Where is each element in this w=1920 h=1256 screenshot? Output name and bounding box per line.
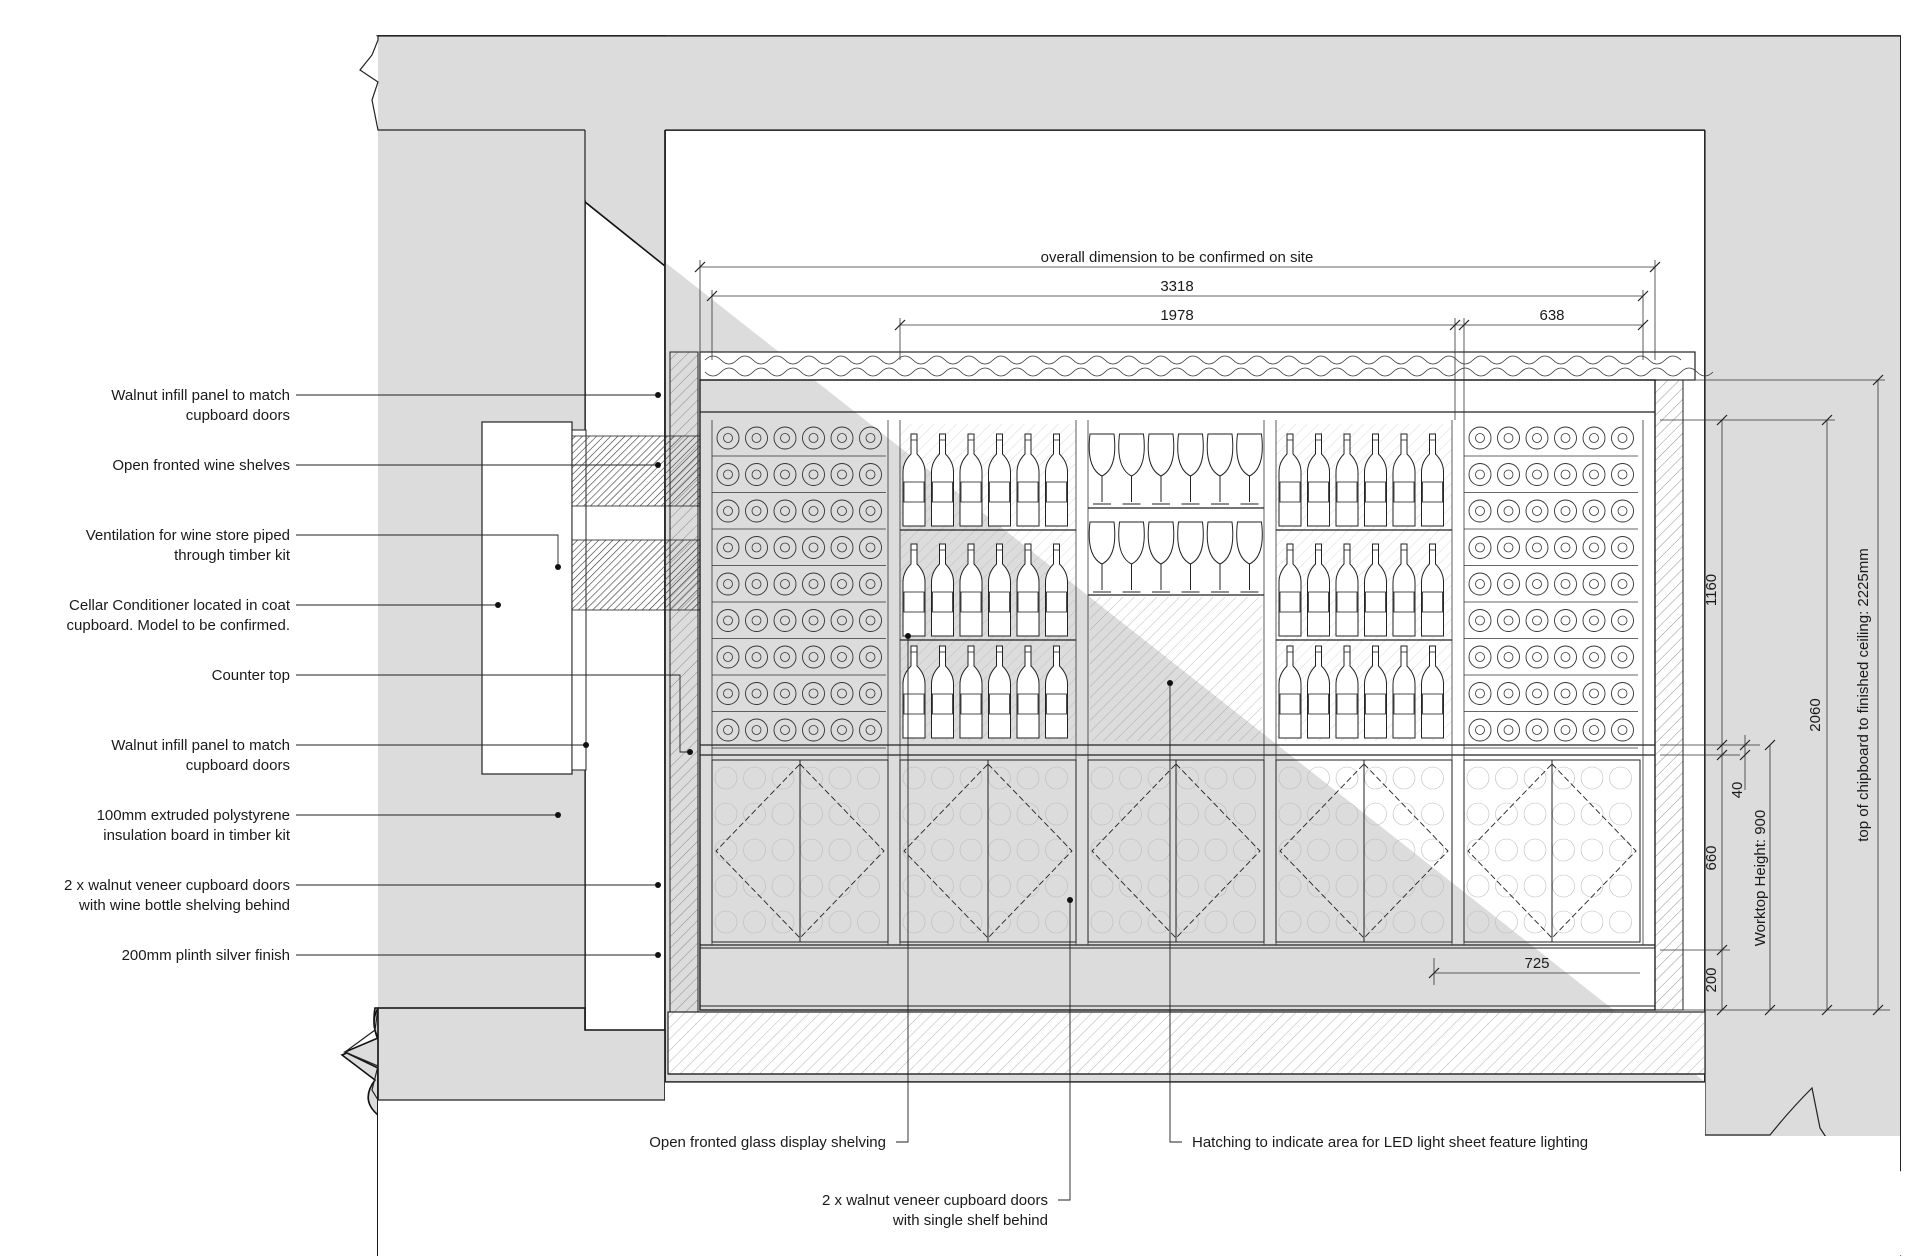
dim-overall-label: overall dimension to be confirmed on site — [1040, 249, 1314, 266]
top-insulation-strip — [700, 352, 1713, 380]
bottle-bay-right — [1276, 424, 1452, 741]
callout-ventilation-line1: Ventilation for wine store piped — [85, 527, 290, 544]
callout-walnut-infill-top-line1: Walnut infill panel to match — [111, 387, 290, 404]
callout-led-hatching: Hatching to indicate area for LED light sheet feature lighting — [1192, 1134, 1589, 1151]
dim-width-mid: 1978 — [1160, 307, 1194, 324]
dim-width-total: 3318 — [1160, 278, 1194, 295]
callout-cupboard-doors-bottles-line1: 2 x walnut veneer cupboard doors — [64, 877, 290, 894]
callout-insulation-line2: insulation board in timber kit — [103, 827, 290, 844]
callout-walnut-infill-bottom-line1: Walnut infill panel to match — [111, 737, 290, 754]
dim-h-counter: 40 — [1729, 781, 1746, 799]
dim-h-worktop: Worktop Height: 900 — [1752, 809, 1769, 947]
callout-ventilation-line2: through timber kit — [174, 547, 290, 564]
callout-cellar-conditioner-line1: Cellar Conditioner located in coat — [69, 597, 290, 614]
callout-cupboard-doors-bottles-line2: with wine bottle shelving behind — [79, 897, 290, 914]
dim-plinth-width: 725 — [1524, 955, 1550, 972]
bottom-insulation-band — [668, 1012, 1705, 1074]
callout-plinth: 200mm plinth silver finish — [121, 947, 290, 964]
callout-insulation-line1: 100mm extruded polystyrene — [96, 807, 290, 824]
wine-rack-bay-right — [1464, 427, 1638, 748]
dim-h-ceiling: top of chipboard to finished ceiling: 2225mm — [1855, 548, 1872, 842]
callout-walnut-infill-top-line2: cupboard doors — [185, 407, 290, 424]
dim-width-right: 638 — [1539, 307, 1565, 324]
cellar-conditioner — [482, 422, 586, 774]
led-light-sheet-area — [1090, 597, 1262, 741]
callout-glass-shelving: Open fronted glass display shelving — [649, 1134, 886, 1151]
dim-h-plinth: 200 — [1703, 967, 1720, 993]
callout-open-wine-shelves: Open fronted wine shelves — [112, 457, 290, 474]
dim-h-2060: 2060 — [1807, 698, 1824, 732]
callout-counter-top: Counter top — [211, 667, 290, 684]
dim-h-lower: 660 — [1703, 845, 1720, 871]
dim-h-upper: 1160 — [1703, 573, 1720, 607]
callout-cupboard-shelf-line2: with single shelf behind — [892, 1212, 1048, 1229]
bottle-bay-left — [900, 424, 1076, 741]
callout-walnut-infill-bottom-line2: cupboard doors — [185, 757, 290, 774]
callout-cellar-conditioner-line2: cupboard. Model to be confirmed. — [66, 617, 290, 634]
glass-display-bay — [1088, 424, 1264, 741]
side-insulation-right — [1655, 380, 1683, 1010]
callout-cupboard-shelf-line1: 2 x walnut veneer cupboard doors — [822, 1192, 1048, 1209]
